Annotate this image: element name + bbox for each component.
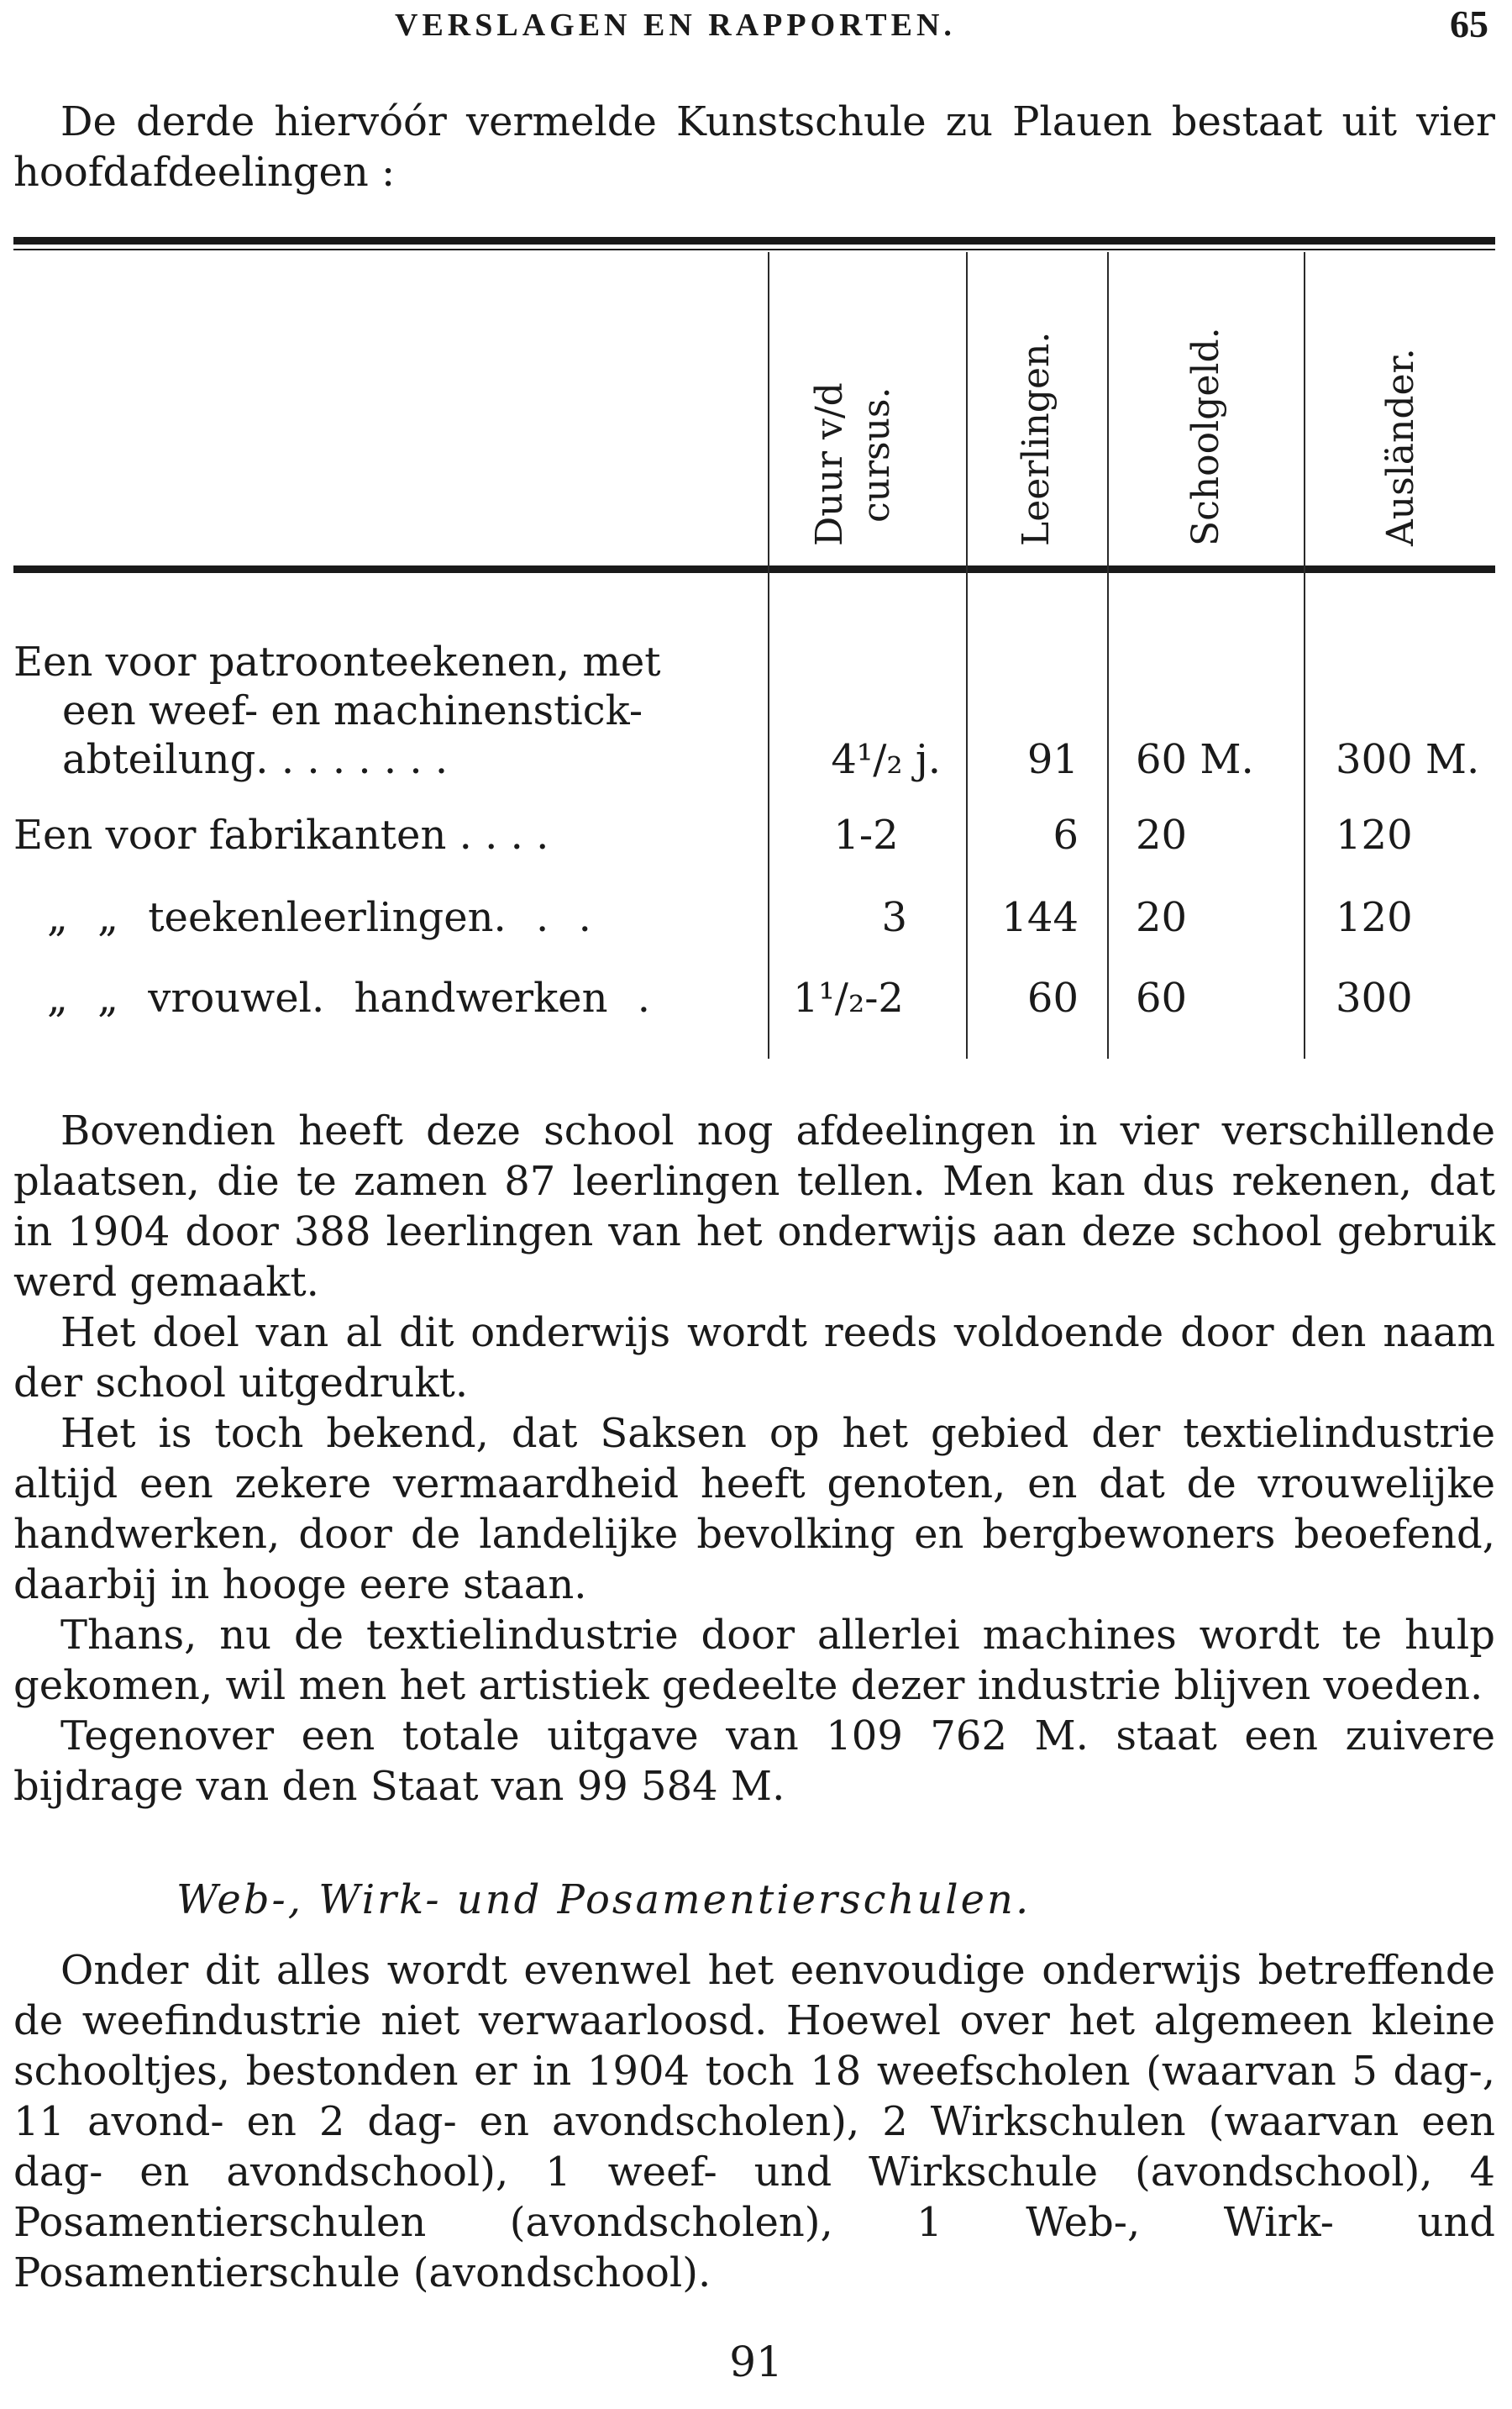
paragraph: Tegenover een totale uitgave van 109 762 M. staat een zuivere bijdrage van den Staat van 99 584 M. [13,1712,1495,1810]
table-column-divider [768,252,769,1059]
table-top-rule-thin [13,249,1495,250]
table-column-divider [1304,252,1305,1059]
table-column-divider [1107,252,1109,1059]
document-page: VERSLAGEN EN RAPPORTEN. 65 De derde hiervóór vermelde Kunstschule zu Plauen bestaat uit vier hoofdafdeelingen : Duur v/d cursus. Leerlingen. Schoolgeld. Ausländer. Een voor patroonteekenen, met een weef- en machinenstick- abteilung. . . . . . . . 4¹/₂ j. 91 60 M. 300 M. Een voor fabrikanten . . . . 1-2 6 20 120 „ „ teekenleerlingen. . . 3 144 20 120 „ „ vrouwel. handwerken . 1¹/₂-2 60 60 300 Bovendien heeft deze school nog afdeelingen in vier verschillende plaatsen, die te zamen 87 leerlingen tellen. Men kan dus rekenen, dat in 1904 door 388 leerlingen van het onderwijs aan deze school gebruik werd gemaakt. Het doel van al dit onderwijs wordt reeds voldoende door den naam der school uitgedrukt. Het is toch bekend, dat Saksen op het gebied der textielindustrie altijd een zekere vermaardheid heeft genoten, en dat de vrouwelijke handwerken, door de landelijke bevolking en bergbewoners beoefend, daarbij in hooge eere staan. Thans, nu de textielindustrie door allerlei machines wordt te hulp gekomen, wil men het artistiek gedeelte dezer industrie blijven voeden. Tegenover een totale uitgave van 109 762 M. staat een zuivere bijdrage van den Staat van 99 584 M. Web-, Wirk- und Posamentierschulen. Onder dit alles wordt evenwel het eenvoudige onderwijs betreffende de weefindustrie niet verwaarloosd. Hoewel over het algemeen kleine schooltjes, bestonden er in 1904 toch 18 weefscholen (waarvan 5 dag-, 11 avond- en 2 dag- en avondscholen), 2 Wirkschulen (waarvan een dag- en avondschool), 1 weef- und Wirkschule (avondschool), 4 Posamentierschulen (avondscholen), 1 Web-, Wirk- und Posamentierschule (avondschool). 91 [0,0,1512,2409]
paragraph: Het is toch bekend, dat Saksen op het gebied der textielindustrie altijd een zekere vermaardheid heeft genoten, en dat de vrouwelijke handwerken, door de landelijke bevolking en bergbewoners beoefend, daarbij in hooge eere staan. [13,1410,1495,1608]
table-column-divider [966,252,968,1059]
intro-paragraph: De derde hiervóór vermelde Kunstschule zu Plauen bestaat uit vier hoofdafdeelingen : [13,98,1495,196]
header-auslander: Ausländer. [1379,348,1422,546]
section-heading: Web-, Wirk- und Posamentierschulen. [176,1876,1032,1923]
running-head-title: VERSLAGEN EN RAPPORTEN. [395,8,956,43]
table-header-rule [13,565,1495,573]
paragraph: Thans, nu de textielindustrie door allerlei machines wordt te hulp gekomen, wil men het artistiek gedeelte dezer industrie blijven voeden. [13,1612,1495,1709]
header-duur: Duur v/d cursus. [808,382,898,546]
final-paragraph: Onder dit alles wordt evenwel het eenvoudige onderwijs betreffende de weefindustrie niet verwaarloosd. Hoewel over het algemeen kleine schooltjes, bestonden er in 1904 toch 18 weefscholen (waarvan 5 dag-, 11 avond- en 2 dag- en avondscholen), 2 Wirkschulen (waarvan een dag- en avondschool), 1 weef- und Wirkschule (avondschool), 4 Posamentierschulen (avondscholen), 1 Web-, Wirk- und Posamentierschule (avondschool). [13,1947,1495,2296]
header-leerlingen: Leerlingen. [1015,331,1058,546]
running-head [0,3,1495,57]
page-number: 65 [1450,3,1488,45]
paragraph: Bovendien heeft deze school nog afdeelingen in vier verschillende plaatsen, die te zamen 87 leerlingen tellen. Men kan dus rekenen, dat in 1904 door 388 leerlingen van het onderwijs aan deze school gebruik werd gemaakt. [13,1107,1495,1306]
table-top-rule [13,237,1495,245]
paragraph: Het doel van al dit onderwijs wordt reeds voldoende door den naam der school uitgedrukt. [13,1309,1495,1407]
header-schoolgeld: Schoolgeld. [1184,327,1227,546]
body-text [13,1106,1495,1812]
folio-number: 91 [729,2338,783,2386]
